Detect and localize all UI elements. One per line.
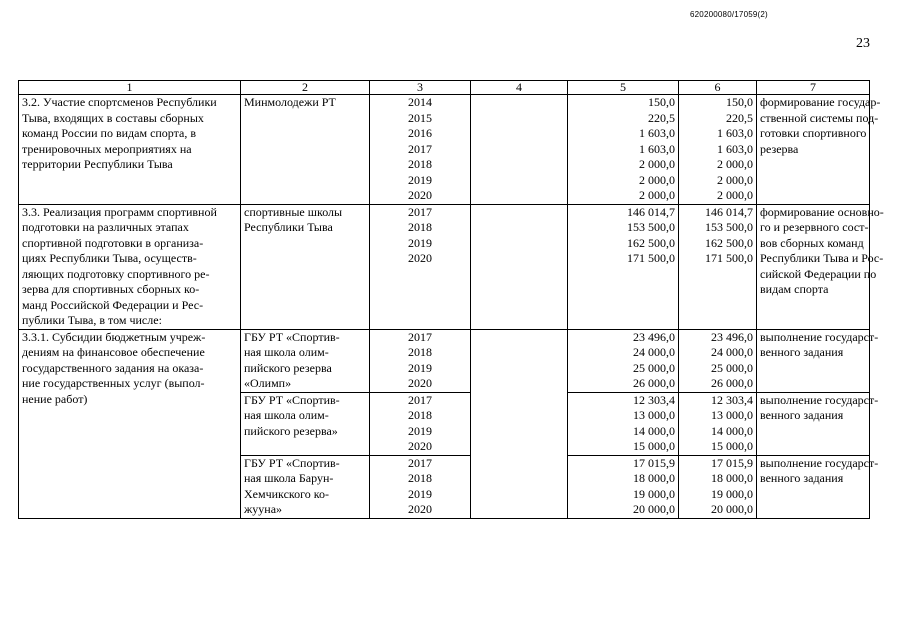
row-3-3-executor: спортивные школы Республики Тыва [241,204,370,329]
row-3-3-1-result-2: выполнение государст- венного задания [757,392,870,455]
col-header-1: 1 [19,81,241,95]
row-3-3-1-amount-2-2: 12 303,4 13 000,0 14 000,0 15 000,0 [679,392,757,455]
table-row [19,329,870,392]
row-3-3-1-years-3: 2017 2018 2019 2020 [370,455,471,518]
row-3-3-1-amount-2-3: 17 015,9 18 000,0 19 000,0 20 000,0 [679,455,757,518]
row-3-3-1-description: 3.3.1. Субсидии бюджетным учреж- дениям на финансовое обеспечение государственного задания на оказа- ние государственных услуг (выпол- нение работ) [19,329,241,518]
row-3-3-1-result-3: выполнение государст- венного задания [757,455,870,518]
row-3-2-result: формирование государ- ственной системы под- готовки спортивного резерва [757,95,870,205]
row-3-3-1-col4 [471,329,568,518]
col-header-6: 6 [679,81,757,95]
row-3-2-amount: 150,0 220,5 1 603,0 1 603,0 2 000,0 2 000,0 2 000,0 [568,95,679,205]
document-code: 620200080/17059(2) [690,10,768,19]
col-header-7: 7 [757,81,870,95]
row-3-3-amount-2: 146 014,7 153 500,0 162 500,0 171 500,0 [679,204,757,329]
row-3-3-1-amount-1: 23 496,0 24 000,0 25 000,0 26 000,0 [568,329,679,392]
row-3-3-description: 3.3. Реализация программ спортивной подготовки на различных этапах спортивной подготовки в организа- циях Республики Тыва, осуществ- ляющих подготовку спортивного ре- зерва для спортивных сборных ко- манд Российской Федерации и Рес- публики Тыва, в том числе: [19,204,241,329]
header-row [19,81,870,95]
row-3-3-1-executor-3: ГБУ РТ «Спортив- ная школа Барун- Хемчикского ко- жууна» [241,455,370,518]
row-3-3-1-amount-2: 12 303,4 13 000,0 14 000,0 15 000,0 [568,392,679,455]
row-3-3-1-amount-3: 17 015,9 18 000,0 19 000,0 20 000,0 [568,455,679,518]
row-3-3-1-years-2: 2017 2018 2019 2020 [370,392,471,455]
col-header-2: 2 [241,81,370,95]
row-3-3-1-executor-2: ГБУ РТ «Спортив- ная школа олим- пийского резерва» [241,392,370,455]
row-3-2-executor: Минмолодежи РТ [241,95,370,205]
col-header-5: 5 [568,81,679,95]
row-3-3-1-result-1: выполнение государст- венного задания [757,329,870,392]
row-3-3-1-executor-1: ГБУ РТ «Спортив- ная школа олим- пийского резерва «Олимп» [241,329,370,392]
row-3-3-years: 2017 2018 2019 2020 [370,204,471,329]
table-row [19,95,870,205]
row-3-3-col4 [471,204,568,329]
row-3-3-1-amount-2-1: 23 496,0 24 000,0 25 000,0 26 000,0 [679,329,757,392]
row-3-2-amount-2: 150,0 220,5 1 603,0 1 603,0 2 000,0 2 000,0 2 000,0 [679,95,757,205]
row-3-3-amount: 146 014,7 153 500,0 162 500,0 171 500,0 [568,204,679,329]
row-3-2-years: 2014 2015 2016 2017 2018 2019 2020 [370,95,471,205]
col-header-3: 3 [370,81,471,95]
row-3-3-result: формирование основно- го и резервного сост- вов сборных команд Республики Тыва и Рос- сийской Федерации по видам спорта [757,204,870,329]
program-table [18,80,884,519]
table-row [19,204,870,329]
col-header-4: 4 [471,81,568,95]
row-3-3-1-years-1: 2017 2018 2019 2020 [370,329,471,392]
row-3-2-description: 3.2. Участие спортсменов Республики Тыва, входящих в составы сборных команд России по видам спорта, в тренировочных мероприятиях на территории Республики Тыва [19,95,241,205]
page-number: 23 [856,36,870,51]
row-3-2-col4 [471,95,568,205]
